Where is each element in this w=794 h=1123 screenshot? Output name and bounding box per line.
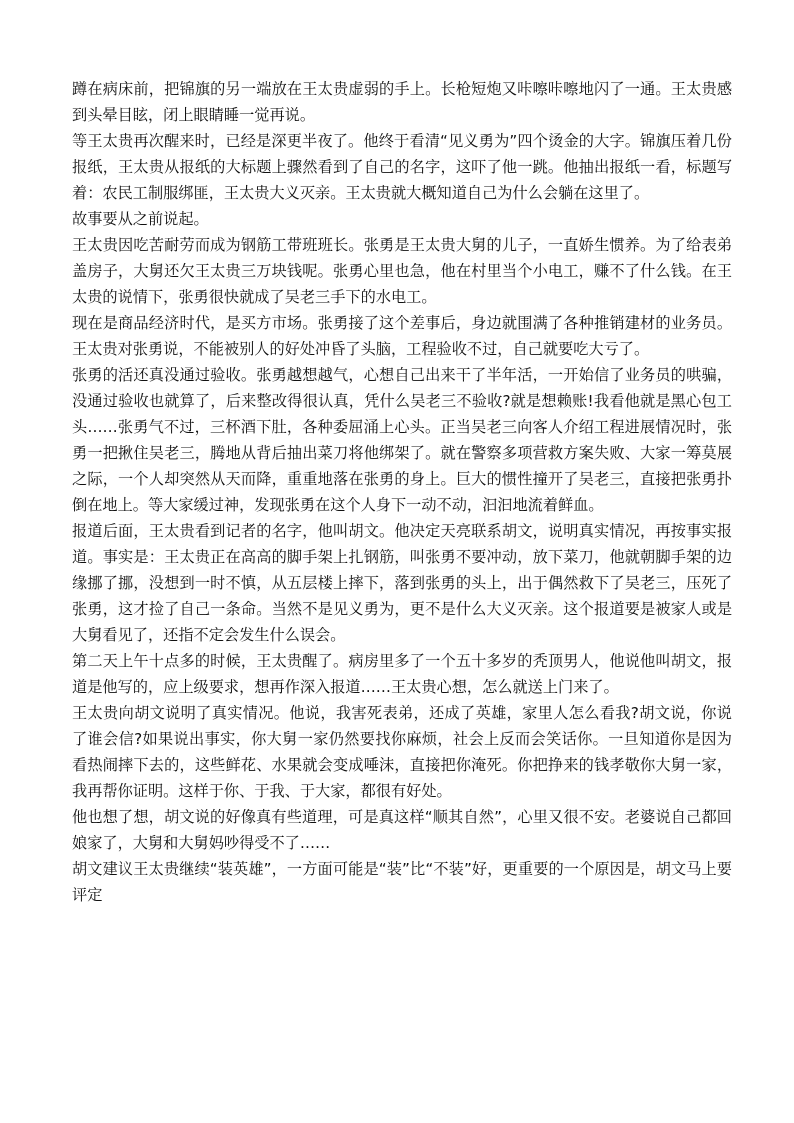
- paragraph: 故事要从之前说起。: [72, 210, 209, 228]
- document-body: [72, 76, 732, 908]
- paragraph: 现在是商品经济时代，是买方市场。张勇接了这个差事后，身边就围满了各种推销建材的业务员。王太贵对张勇说，不能被别人的好处冲昏了头脑，工程验收不过，自己就要吃大亏了。: [72, 314, 732, 358]
- paragraph: 他也想了想，胡文说的好像真有些道理，可是真这样“顺其自然”，心里又很不安。老婆说自己都回娘家了，大舅和大舅妈吵得受不了……: [72, 808, 732, 852]
- paragraph: 等王太贵再次醒来时，已经是深更半夜了。他终于看清“见义勇为”四个烫金的大字。锦旗压着几份报纸，王太贵从报纸的大标题上骤然看到了自己的名字，这吓了他一跳。他抽出报纸一看，标题写着：农民工制服绑匪，王太贵大义灭亲。王太贵就大概知道自己为什么会躺在这里了。: [72, 132, 732, 202]
- paragraph: 报道后面，王太贵看到记者的名字，他叫胡文。他决定天亮联系胡文，说明真实情况，再按事实报道。事实是：王太贵正在高高的脚手架上扎钢筋，叫张勇不要冲动，放下菜刀，他就朝脚手架的边缘挪了挪，没想到一时不慎，从五层楼上摔下，落到张勇的头上，出于偶然救下了吴老三，压死了张勇，这才捡了自己一条命。当然不是见义勇为，更不是什么大义灭亲。这个报道要是被家人或是大舅看见了，还指不定会发生什么误会。: [72, 522, 732, 644]
- paragraph: 王太贵向胡文说明了真实情况。他说，我害死表弟，还成了英雄，家里人怎么看我?胡文说，你说了谁会信?如果说出事实，你大舅一家仍然要找你麻烦，社会上反而会笑话你。一旦知道你是因为看热闹摔下去的，这些鲜花、水果就会变成唾沫，直接把你淹死。你把挣来的钱孝敬你大舅一家，我再帮你证明。这样于你、于我、于大家，都很有好处。: [72, 704, 732, 800]
- paragraph: 张勇的活还真没通过验收。张勇越想越气，心想自己出来干了半年活，一开始信了业务员的哄骗，没通过验收也就算了，后来整改得很认真，凭什么吴老三不验收?就是想赖账!我看他就是黑心包工头……张勇气不过，三杯酒下肚，各种委屈涌上心头。正当吴老三向客人介绍工程进展情况时，张勇一把揪住吴老三，腾地从背后抽出菜刀将他绑架了。就在警察多项营救方案失败、大家一筹莫展之际，一个人却突然从天而降，重重地落在张勇的身上。巨大的惯性撞开了吴老三，直接把张勇扑倒在地上。等大家缓过神，发现张勇在这个人身下一动不动，汩汩地流着鲜血。: [72, 366, 732, 514]
- paragraph: 蹲在病床前，把锦旗的另一端放在王太贵虚弱的手上。长枪短炮又咔嚓咔嚓地闪了一通。王太贵感到头晕目眩，闭上眼睛睡一觉再说。: [72, 80, 732, 124]
- paragraph: 胡文建议王太贵继续“装英雄”，一方面可能是“装”比“不装”好，更重要的一个原因是，胡文马上要评定: [72, 860, 732, 904]
- paragraph: 王太贵因吃苦耐劳而成为钢筋工带班班长。张勇是王太贵大舅的儿子，一直娇生惯养。为了给表弟盖房子，大舅还欠王太贵三万块钱呢。张勇心里也急，他在村里当个小电工，赚不了什么钱。在王太贵的说情下，张勇很快就成了吴老三手下的水电工。: [72, 236, 732, 306]
- paragraph: 第二天上午十点多的时候，王太贵醒了。病房里多了一个五十多岁的秃顶男人，他说他叫胡文，报道是他写的，应上级要求，想再作深入报道……王太贵心想，怎么就送上门来了。: [72, 652, 732, 696]
